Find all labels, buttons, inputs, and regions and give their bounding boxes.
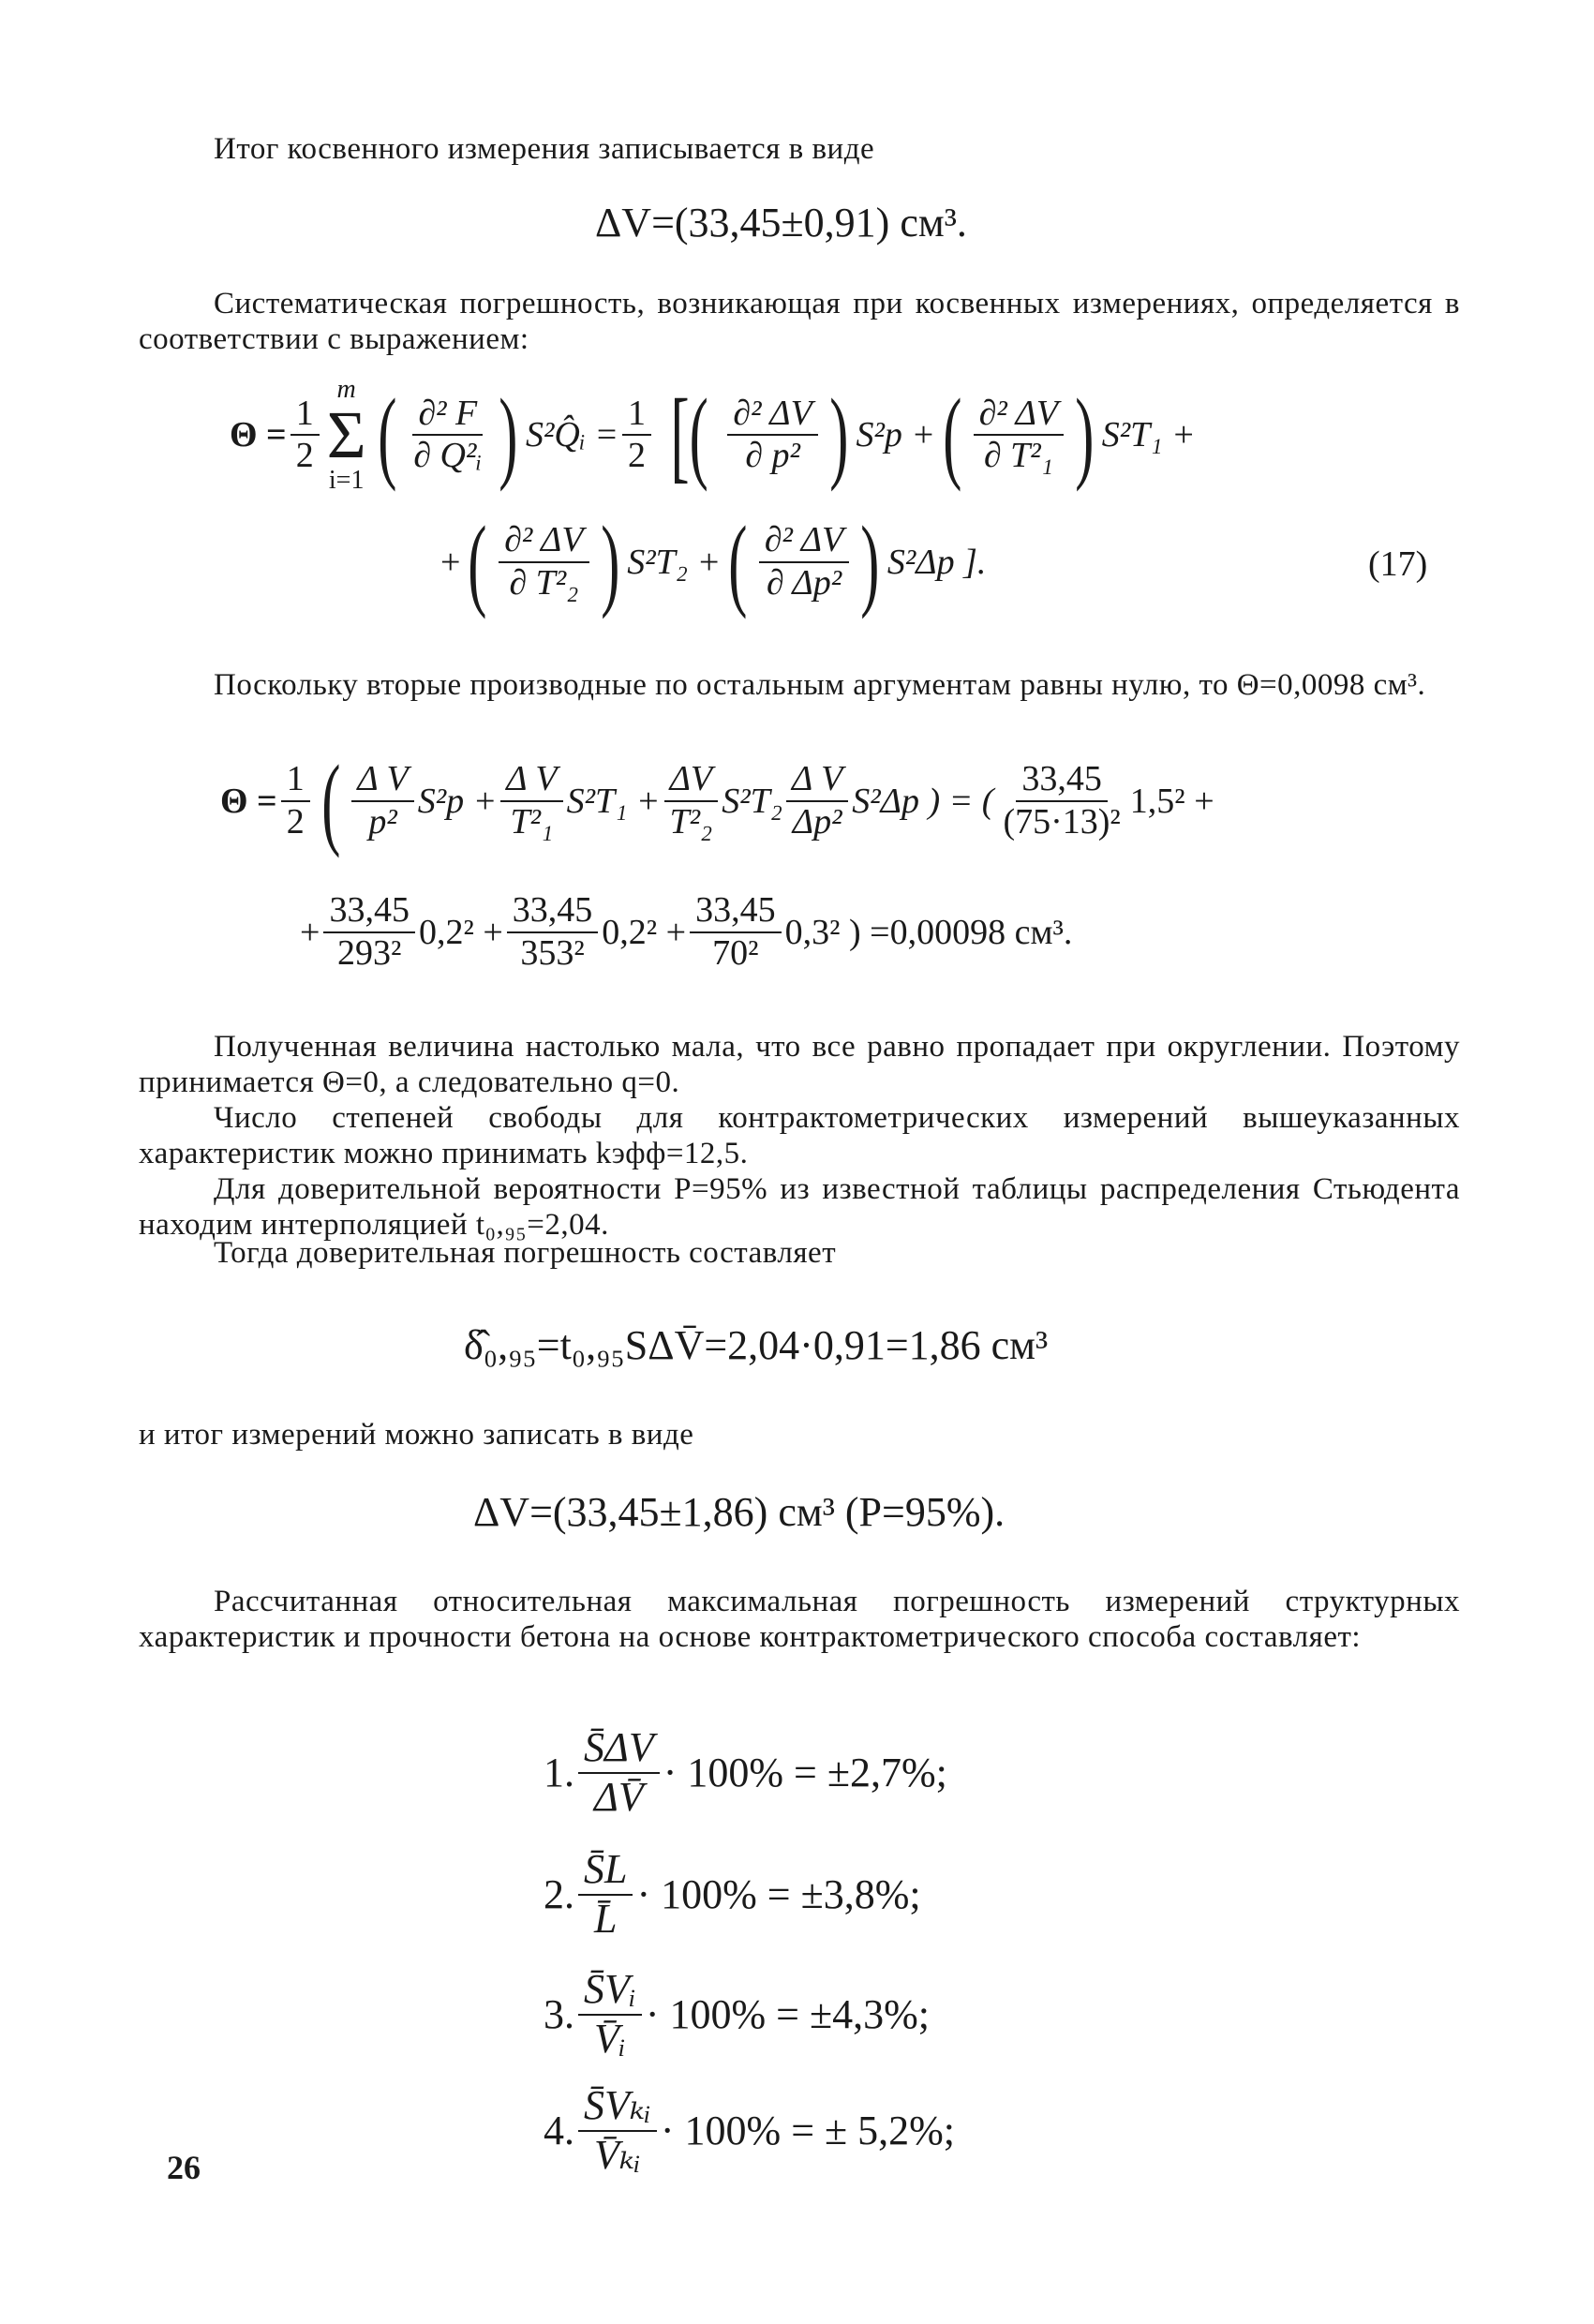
- fraction-d2f: $\frac{\text{∂² F}}{\text{∂ Q²ᵢ}}$: [413, 393, 483, 476]
- equation-result-1: ΔV=(33,45±0,91) см³.: [595, 200, 967, 246]
- equation-theta-line-1: Θ = $\frac{1}{2}$ ( $\frac{\text{Δ V}}{\text{p²}}$ S²p + $\frac{\text{Δ V}}{\text{T²₁}}$ S²T₁ + $\frac{\Delta V}{\text{T²₂}}$ S²T₂ $\frac{\text{Δ V}}{\text{Δp²}}$ S²Δp ) = ( $\frac{33,45}{\text{(75·13)²}}$ 1,5² +: [220, 743, 1214, 858]
- paragraph-relative-error: Рассчитанная относительная максимальная погрешность измерений структурных характеристик и прочности бетона на основе контрактометрического способа составляет:: [139, 1585, 1460, 1654]
- fraction-d2v-dp: $\frac{\text{∂² ΔV}}{\text{∂ p²}}$: [727, 394, 818, 477]
- sum-operator: m Σ i=1: [326, 375, 366, 495]
- sigma-icon: Σ: [326, 397, 366, 472]
- fraction-d2v-dt2: $\frac{\text{∂² ΔV}}{\text{∂ T²₂}}$: [499, 520, 589, 603]
- equation-17-line-1: Θ = $\frac{1}{2}$ m Σ i=1 ( $\frac{\text{∂² F}}{\text{∂ Q²ᵢ}}$ ) S²Q̂ᵢ = $\frac{1}{2}$ [( $\frac{\text{∂² ΔV}}{\text{∂ p²}}$ ) S²p + ( $\frac{\text{∂² ΔV}}{\text{∂ T²₁}}$ ) S²T₁ +: [230, 375, 1196, 495]
- fraction-half-2: $\frac{1}{2}$: [622, 394, 651, 477]
- equation-theta-line-2: + $\frac{33,45}{\text{293²}}$ 0,2² + $\frac{33,45}{\text{353²}}$ 0,2² + $\frac{33,45}{\text{70²}}$ 0,3² ) =0,00098 см³.: [300, 890, 1073, 973]
- paragraph-intro: Итог косвенного измерения записывается в виде: [214, 132, 875, 166]
- paragraph-rounding: Полученная величина настолько мала, что все равно пропадает при округлении. Поэтому принимается Θ=0, а следовательно q=0.: [139, 1030, 1460, 1099]
- equation-17-line-2: + ( $\frac{\text{∂² ΔV}}{\text{∂ T²₂}}$ ) S²T₂ + ( $\frac{\text{∂² ΔV}}{\text{∂ Δp²}}$ ) S²Δp ].: [440, 504, 987, 619]
- paragraph-confidence-error: Тогда доверительная погрешность составляет: [214, 1236, 837, 1270]
- paragraph-final-result: и итог измерений можно записать в виде: [139, 1418, 694, 1452]
- result-item-4: 4. $\frac{\text{S̄Vₖᵢ}}{\text{V̄ₖᵢ}}$ · 100% = ± 5,2%;: [544, 2082, 956, 2178]
- equation-number-17: (17): [1368, 544, 1428, 584]
- paragraph-degrees-of-freedom: Число степеней свободы для контрактометрических измерений вышеуказанных характеристик можно принимать kэфф=12,5.: [139, 1101, 1460, 1170]
- paragraph-systematic-error: Систематическая погрешность, возникающая при косвенных измерениях, определяется в соответствии с выражением:: [139, 287, 1460, 356]
- result-item-3: 3. $\frac{\text{S̄Vᵢ}}{\text{V̄ᵢ}}$ · 100% = ±4,3%;: [544, 1966, 930, 2062]
- paragraph-second-derivatives: Поскольку вторые производные по остальным аргументам равны нулю, то Θ=0,0098 см³.: [214, 668, 1426, 702]
- result-item-2: 2. $\frac{S̄L}{L̄}$ · 100% = ±3,8%;: [544, 1846, 921, 1942]
- fraction-d2v-dt1: $\frac{\text{∂² ΔV}}{\text{∂ T²₁}}$: [974, 394, 1065, 477]
- result-item-1: 1. $\frac{S̄\Delta V}{\Delta V̄}$ · 100% = ±2,7%;: [544, 1724, 947, 1820]
- theta-symbol: Θ =: [230, 415, 287, 455]
- fraction-d2v-ddp: $\frac{\text{∂² ΔV}}{\text{∂ Δp²}}$: [759, 520, 850, 603]
- paragraph-student-table: Для доверительной вероятности P=95% из известной таблицы распределения Стьюдента находим интерполяцией t₀,₉₅=2,04.: [139, 1172, 1460, 1242]
- page-number: 26: [167, 2149, 201, 2186]
- fraction-half: $\frac{1}{2}$: [290, 394, 320, 477]
- equation-delta: δ̂₀,₉₅=t₀,₉₅SΔV̄=2,04·0,91=1,86 см³: [464, 1322, 1049, 1368]
- equation-result-2: ΔV=(33,45±1,86) см³ (P=95%).: [473, 1489, 1006, 1535]
